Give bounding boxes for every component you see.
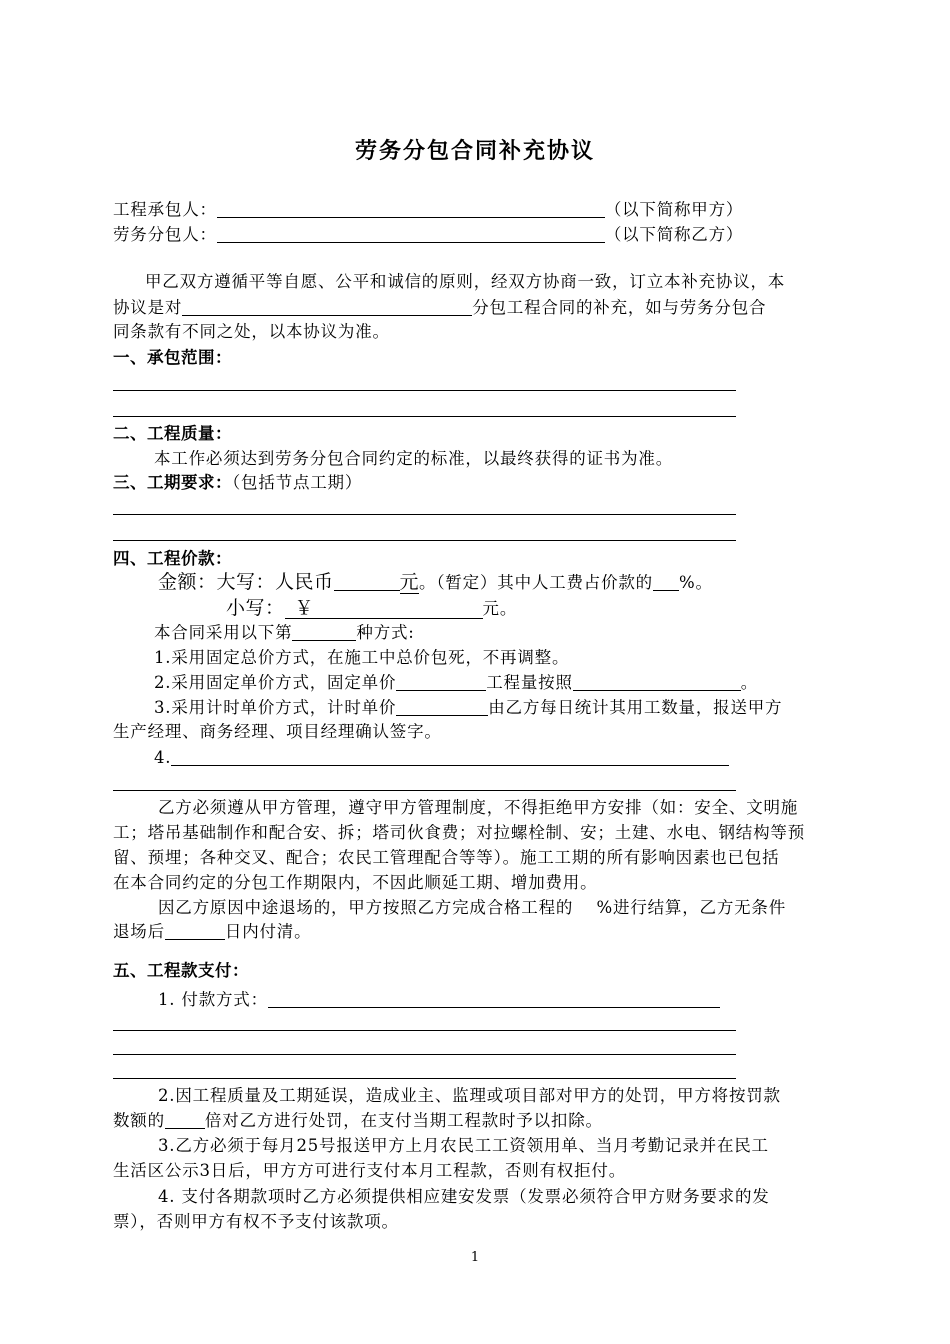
method-line	[154, 623, 415, 643]
schedule-blank-line[interactable]	[113, 540, 736, 541]
penalty-2a: 数额的	[113, 1111, 165, 1130]
exit-para-2	[113, 922, 311, 942]
payment-method-line	[158, 990, 720, 1010]
hourly-unit-price-blank[interactable]	[396, 698, 488, 716]
contractor-label: 工程承包人：	[113, 200, 217, 219]
subcontractor-label: 劳务分包人：	[113, 225, 217, 244]
method-4-num: 4.	[154, 748, 172, 767]
penalty-2b: 倍对乙方进行处罚，在支付当期工程款时予以扣除。	[204, 1111, 603, 1130]
invoice-line-1: 4. 支付各期款项时乙方必须提供相应建安发票（发票必须符合甲方财务要求的发	[158, 1187, 770, 1206]
method-3b: 由乙方每日统计其用工数量，报送甲方	[488, 698, 783, 717]
penalty-line-2	[113, 1111, 603, 1131]
scope-blank-line[interactable]	[113, 416, 736, 417]
subcontractor-blank[interactable]	[217, 225, 605, 243]
section-4-heading: 四、工程价款：	[113, 549, 232, 568]
exit-2a: 退场后	[113, 922, 165, 941]
section-5-heading: 五、工程款支付：	[113, 961, 249, 980]
amount-pct: %。	[678, 573, 713, 592]
method-4-blank-line[interactable]	[113, 790, 736, 791]
document-title: 劳务分包合同补充协议	[354, 139, 595, 164]
wage-line-1: 3.乙方必须于每月25号报送甲方上月农民工工资领用单、当月考勤记录并在民工	[158, 1136, 769, 1155]
method-a: 本合同采用以下第	[154, 623, 293, 642]
section-1-heading: 一、承包范围：	[113, 348, 232, 367]
quantity-basis-blank[interactable]	[573, 673, 741, 691]
penalty-multiple-blank[interactable]	[165, 1111, 205, 1129]
yen-sign: ￥	[294, 597, 315, 619]
method-2b: 工程量按照	[486, 673, 573, 692]
amount-yuan: 元	[399, 571, 420, 593]
intro-line-2	[113, 298, 766, 318]
intro-line-1: 甲乙双方遵循平等自愿、公平和诚信的原则，经双方协商一致，订立本补充协议，本	[145, 272, 786, 291]
contractor-suffix: （以下简称甲方）	[604, 200, 744, 219]
subcontractor-line	[113, 225, 743, 245]
payment-method-label: 1. 付款方式：	[158, 990, 268, 1009]
intro-line-3: 同条款有不同之处，以本协议为准。	[113, 322, 390, 341]
invoice-line-2: 票），否则甲方有权不予支付该款项。	[113, 1212, 399, 1231]
intro-2b: 分包工程合同的补充，如与劳务分包合	[472, 298, 767, 317]
amount-rest: 。（暂定）其中人工费占价款的	[419, 573, 653, 592]
section-3-heading: 三、工期要求：	[113, 473, 232, 492]
amount-line	[158, 572, 713, 593]
amount-words-blank[interactable]	[334, 573, 400, 591]
project-name-blank[interactable]	[182, 298, 472, 316]
small-label: 小写：	[226, 597, 285, 619]
management-para-4: 在本合同约定的分包工作期限内，不因此顺延工期、增加费用。	[113, 873, 598, 892]
quality-text: 本工作必须达到劳务分包合同约定的标准，以最终获得的证书为准。	[154, 449, 673, 468]
page-number: 1	[470, 1250, 480, 1265]
payment-blank-line[interactable]	[113, 1054, 736, 1055]
schedule-blank-line[interactable]	[113, 514, 736, 515]
method-4	[154, 748, 729, 768]
method-1: 1.采用固定总价方式，在施工中总价包死，不再调整。	[154, 648, 570, 667]
method-3a: 3.采用计时单价方式，计时单价	[154, 698, 397, 717]
section-3-note: （包括节点工期）	[232, 473, 363, 492]
management-para-1: 乙方必须遵从甲方管理，遵守甲方管理制度，不得拒绝甲方安排（如：安全、文明施	[158, 798, 799, 817]
section-2-heading: 二、工程质量：	[113, 424, 232, 443]
method-4-blank[interactable]	[171, 748, 729, 766]
labor-percent-blank[interactable]	[653, 573, 679, 591]
small-amount-line	[226, 598, 517, 619]
subcontractor-suffix: （以下简称乙方）	[604, 225, 744, 244]
exit-2b: 日内付清。	[224, 922, 312, 941]
contractor-line	[113, 200, 743, 220]
method-2c: 。	[740, 673, 759, 692]
method-3	[154, 698, 782, 718]
fixed-unit-price-blank[interactable]	[396, 673, 486, 691]
penalty-line-1: 2.因工程质量及工期延误，造成业主、监理或项目部对甲方的处罚，甲方将按罚款	[158, 1086, 781, 1105]
exit-days-blank[interactable]	[165, 922, 225, 940]
payment-blank-line[interactable]	[113, 1030, 736, 1031]
scope-blank-line[interactable]	[113, 390, 736, 391]
method-2	[154, 673, 758, 693]
management-para-2: 工；塔吊基础制作和配合安、拆；塔司伙食费；对拉螺栓制、安；土建、水电、钢结构等预	[113, 823, 805, 842]
amount-label: 金额：大写：人民币	[158, 571, 334, 593]
small-amount-field[interactable]	[285, 598, 483, 619]
small-yuan: 元。	[482, 599, 518, 618]
payment-method-blank[interactable]	[268, 990, 720, 1008]
exit-para-1: 因乙方原因中途退场的，甲方按照乙方完成合格工程的 %进行结算，乙方无条件	[158, 898, 787, 917]
method-b: 种方式:	[356, 623, 415, 642]
management-para-3: 留、预埋；各种交叉、配合；农民工管理配合等等）。施工工期的所有影响因素也已包括	[113, 848, 780, 867]
payment-blank-line[interactable]	[113, 1078, 736, 1079]
method-2a: 2.采用固定单价方式，固定单价	[154, 673, 397, 692]
contractor-blank[interactable]	[217, 200, 605, 218]
intro-2a: 协议是对	[113, 298, 183, 317]
wage-line-2: 生活区公示3日后，甲方方可进行支付本月工程款，否则有权拒付。	[113, 1161, 626, 1180]
section-3-line	[113, 473, 362, 493]
method-3-cont: 生产经理、商务经理、项目经理确认签字。	[113, 722, 442, 741]
method-number-blank[interactable]	[292, 623, 356, 641]
